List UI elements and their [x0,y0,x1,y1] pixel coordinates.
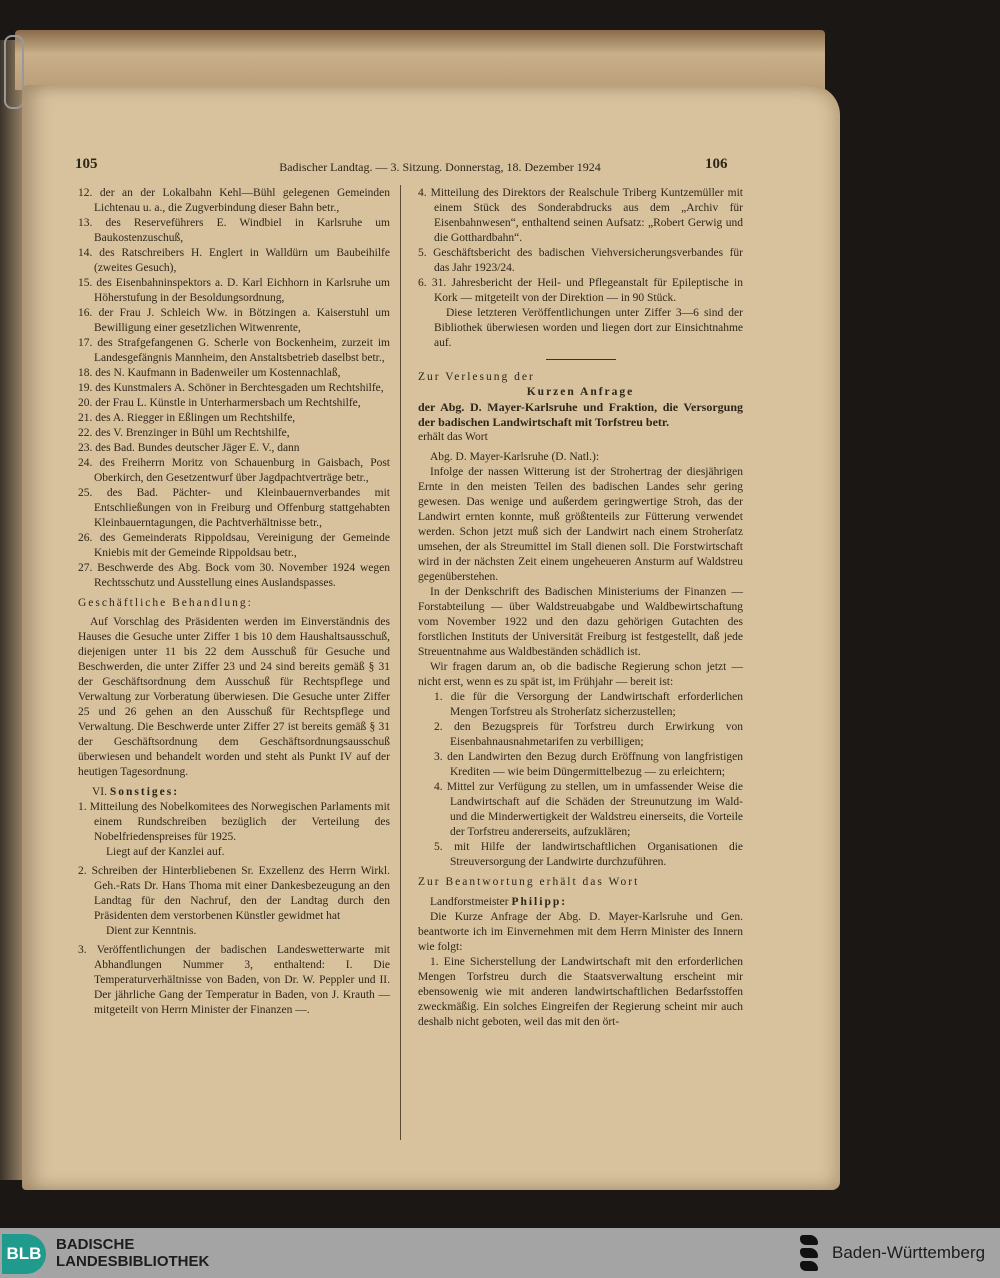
publications-note: Diese letzteren Veröffentlichungen unter Ziffer 3—6 sind der Bibliothek überwiesen worden und liegen dort zur Einsichtnahme auf. [434,307,743,349]
answer-intro: Zur Beantwortung erhält das Wort [418,876,640,888]
business-text: Auf Vorschlag des Präsidenten werden im Einverständnis des Hauses die Gesuche unter Ziffer 1 bis 10 dem Haushaltsausschuß, diejenigen unter 11 bis 22 dem Ausschuß für Gesuche und Beschwerden, die unter Ziffer 23 und 24 sind bereits gemäß § 31 der Geschäftsordnung dem Ausschuß für Rechtspflege und Verwaltung zur Vorberatung überwiesen. Die Gesuche unter Ziffer 25 und 26 gehen an den Ausschuß für Rechtspflege und Verwaltung. Die Beschwerde unter Ziffer 27 ist bereits gemäß § 31 der Geschäftsordnung dem Geschäftsordnungsausschuß überwiesen und behandelt worden und steht als Punkt IV auf der heutigen Tagesordnung. [78,616,390,778]
misc-list [78,800,390,1022]
item-text: Mitteilung des Nobelkomitees des Norwegischen Parlaments mit einem Rundschreiben bezüglich der Verteilung des Nobelfriedenspreises für 1925. [89,801,391,843]
publication-item [418,186,743,246]
item-number: 20. [78,397,93,409]
petition-item [78,336,390,366]
item-number: 4. [434,781,443,793]
lion-icon [800,1248,818,1258]
question-item [434,720,743,750]
item-number: 2. [78,865,87,877]
petition-item [78,186,390,216]
right-column [418,186,743,1030]
item-text: den Landwirten den Bezug durch Eröffnung von langfristigen Krediten — wie beim Düngermittelbezug — zu erleichtern; [447,751,744,778]
item-number: 4. [418,187,427,199]
lion-icon [800,1235,818,1245]
section-rule [546,359,616,360]
item-text: des Bad. Bundes deutscher Jäger E. V., dann [95,442,300,454]
item-number: 12. [78,187,93,199]
answer-paragraph: Die Kurze Anfrage der Abg. D. Mayer-Karlsruhe und Gen. beantworte ich im Einvernehmen mit dem Herrn Minister des Innern wie folgt: [418,911,743,953]
item-text: des Reserveführers E. Windbiel in Karlsruhe um Baukostenzuschuß, [94,217,391,244]
item-text: Mittel zur Verfügung zu stellen, um in umfassender Weise die Landwirtschaft auf die Schäden der Streunutzung im Wald- und die Minderwertigkeit der Waldstreu einerseits, die Vorteile der Torfstreu andererseits, aufzuklären; [446,781,744,838]
item-number: 27. [78,562,93,574]
item-number: 16. [78,307,93,319]
item-number: 13. [78,217,93,229]
question-item [434,750,743,780]
library-name-line-1: BADISCHE [56,1236,135,1253]
inquiry-title: Kurzen Anfrage [526,386,635,398]
item-text: Veröffentlichungen der badischen Landeswetterwarte mit Abhandlungen Nummer 3, enthaltend: I. Die Temperaturverhältnisse von Baden, von Dr. W. Peppler und II. Der jährliche Gang der Temperatur in Baden, von J. Krauth — mitgeteilt von Herrn Minister der Finanzen —. [94,944,391,1016]
paragraph-2: In der Denkschrift des Badischen Ministeriums der Finanzen — Forstabteilung — über Waldstreuabgabe und Waldbewirtschaftung vom November 1922 und den dazu gehörigen Gutachten des forstlichen Instituts der Universität Freiburg ist festgestellt, daß jede Streuentnahme aus Waldbeständen schädlich ist. [418,586,743,658]
petition-item [78,276,390,306]
petition-item [78,531,390,561]
item-number: 23. [78,442,93,454]
item-text: Geschäftsbericht des badischen Viehversicherungsverbandes für das Jahr 1923/24. [433,247,744,274]
book-top-edge [15,30,825,90]
petition-item [78,396,390,411]
library-name-line-2: LANDESBIBLIOTHEK [56,1253,210,1270]
section-heading [78,785,390,800]
paragraph-3: Wir fragen darum an, ob die badische Regierung schon jetzt — nicht erst, wenn es zu spät ist, im Frühjahr — bereit ist: [418,661,743,688]
running-title: Badischer Landtag. — 3. Sitzung. Donnerstag, 18. Dezember 1924 [279,160,601,174]
item-text: des Freiherrn Moritz von Schauenburg in Gaisbach, Post Oberkirch, den Gesetzentwurf über Jagdpachtverträge betr., [94,457,391,484]
petition-item [78,381,390,396]
item-text: des N. Kaufmann in Badenweiler um Kostennachlaß, [95,367,341,379]
petition-item [78,456,390,486]
reading-intro: Zur Verlesung der [418,371,535,383]
petition-item [78,216,390,246]
item-text: die für die Versorgung der Landwirtschaft erforderlichen Mengen Torfstreu als Stroherſatz sicherzustellen; [450,691,743,718]
item-text: Mitteilung des Direktors der Realschule Triberg Kuntzemüller mit einem Stück des Sonderabdrucks aus dem „Archiv für Eisenbahnwesen“, enthaltend seinen Aufsatz: „Robert Gerwig und die Gotthardbahn“. [430,187,744,244]
item-number: 14. [78,247,93,259]
library-name [56,1236,209,1270]
state-name[interactable]: Baden-Württemberg [832,1243,986,1262]
business-heading: Geschäftliche Behandlung: [78,597,253,609]
item-text: den Bezugspreis für Torfstreu durch Erwirkung von Eisenbahnausnahmetarifen zu verbilligen; [450,721,744,748]
petition-item [78,411,390,426]
item-number: 1. [78,801,87,813]
item-number: 5. [418,247,427,259]
item-text: der an der Lokalbahn Kehl—Bühl gelegenen Gemeinden Lichtenau u. a., die Zugverbindung dieser Bahn betr., [94,187,390,214]
item-text: der Frau L. Künstle in Unterharmersbach um Rechtshilfe, [95,397,361,409]
section-title: Sonstiges: [109,786,180,798]
misc-item [78,864,390,924]
item-note: Dient zur Kenntnis. [106,925,197,937]
question-item [434,690,743,720]
item-text: Beschwerde des Abg. Bock vom 30. November 1924 wegen Rechtsschutz und Ausstellung eines Auslandspasses. [94,562,391,589]
misc-item [78,800,390,845]
item-text: des Bad. Pächter- und Kleinbauernverbandes mit Entschließungen von in Freiburg und Offenburg stattgehabten Kleinbauerntagungen, die Pachtverhältnisse betr., [94,487,391,529]
petition-item [78,246,390,276]
page-number-left: 105 [75,156,98,172]
item-number: 6. [418,277,427,289]
question-item [434,780,743,840]
item-text: des Ratschreibers H. Englert in Walldürn um Baubeihilfe (zweites Gesuch), [94,247,390,274]
item-number: 25. [78,487,93,499]
item-number: 22. [78,427,93,439]
item-text: des V. Brenzinger in Bühl um Rechtshilfe, [95,427,290,439]
item-number: 24. [78,457,93,469]
item-text: des Gemeinderats Rippoldsau, Vereinigung der Gemeinde Kniebis mit der Gemeinde Rippoldsau betr., [94,532,391,559]
question-list [418,690,743,870]
binding-ring [4,35,24,109]
item-number: 1. [434,691,443,703]
item-number: 17. [78,337,93,349]
petition-list [78,186,390,591]
footer-bar [0,1228,1000,1278]
blb-logo[interactable]: BLB [2,1234,46,1274]
item-number: 21. [78,412,93,424]
petition-item [78,426,390,441]
misc-item [78,943,390,1018]
paragraph-1: Infolge der nassen Witterung ist der Strohertrag der diesjährigen Ernte in den meisten Teilen des badischen Landes sehr gering gewesen. Das wenige und außerdem geringwertige Stroh, das der Landwirt ernten konnte, muß größtenteils zur Fütterung verwendet werden. Schon jetzt muß sich der Landwirt nach einem Stroherſatz umsehen, der als Streumittel im Stall dienen soll. Die Forstwirtschaft wird in der nächsten Zeit einem ungeheueren Ansturm auf Waldstreu gegenüberstehen. [418,466,743,583]
item-text: des Strafgefangenen G. Scherle von Bockenheim, zurzeit im Landesgefängnis Mannheim, den Anstaltsbetrieb daselbst betr., [94,337,391,364]
lion-icon [800,1261,818,1271]
column-divider [400,185,401,1140]
item-text: mit Hilfe der landwirtschaftlichen Organisationen die Streuversorgung der Landwirte durchzuführen. [450,841,744,868]
section-number: VI. [92,786,108,798]
item-number: 2. [434,721,443,733]
petition-item [78,366,390,381]
answer-point-1: 1. Eine Sicherstellung der Landwirtschaft mit den erforderlichen Mengen Torfstreu durch die Staatsverwaltung erscheint mir ebensowenig wie mit anderen landwirtschaftlichen Bedarfsstoffen zweckmäßig. Ein solches Eingreifen der Regierung scheint mir auch deshalb nicht geboten, weil das mit den ört- [418,956,743,1028]
petition-item [78,441,390,456]
item-text: des Kunstmalers A. Schöner in Berchtesgaden um Rechtshilfe, [95,382,384,394]
publication-item [418,276,743,306]
item-number: 5. [434,841,443,853]
item-number: 26. [78,532,93,544]
item-number: 18. [78,367,93,379]
publication-list [418,186,743,306]
item-number: 3. [78,944,87,956]
inquiry-subject: der Abg. D. Mayer-Karlsruhe und Fraktion, die Versorgung der badischen Landwirtschaft mit Torfstreu betr. [418,400,743,429]
speaker-2-name: Philipp: [511,896,568,908]
item-text: der Frau J. Schleich Ww. in Bötzingen a. Kaiserstuhl um Bewilligung einer gesetzlichen Witwenrente, [94,307,391,334]
petition-item [78,486,390,531]
left-column [78,186,390,1022]
petition-item [78,306,390,336]
item-number: 19. [78,382,93,394]
publication-item [418,246,743,276]
gets-word: erhält das Wort [418,431,488,443]
page-number-right: 106 [705,156,728,172]
item-text: des A. Riegger in Eßlingen um Rechtshilfe, [95,412,296,424]
item-number: 3. [434,751,443,763]
item-number: 15. [78,277,93,289]
speaker-1: Abg. D. Mayer-Karlsruhe (D. Natl.): [430,451,600,463]
item-note: Liegt auf der Kanzlei auf. [106,846,225,858]
speaker-2-role: Landforstmeister [430,896,509,908]
lions-emblem-icon [800,1235,822,1273]
item-text: des Eisenbahninspektors a. D. Karl Eichhorn in Karlsruhe um Höherstufung in der Besoldungsordnung, [94,277,390,304]
item-text: 31. Jahresbericht der Heil- und Pflegeanstalt für Epileptische in Kork — mitgeteilt von der Direktion — in 90 Stück. [431,277,744,304]
speaker-2 [418,895,743,910]
petition-item [78,561,390,591]
item-text: Schreiben der Hinterbliebenen Sr. Exzellenz des Herrn Wirkl. Geh.-Rats Dr. Hans Thoma mit einer Dankesbezeugung an den Landtag für den Nachruf, den der Landtag durch den Präsidenten dem verstorbenen Künstler gewidmet hat [91,865,391,922]
question-item [434,840,743,870]
